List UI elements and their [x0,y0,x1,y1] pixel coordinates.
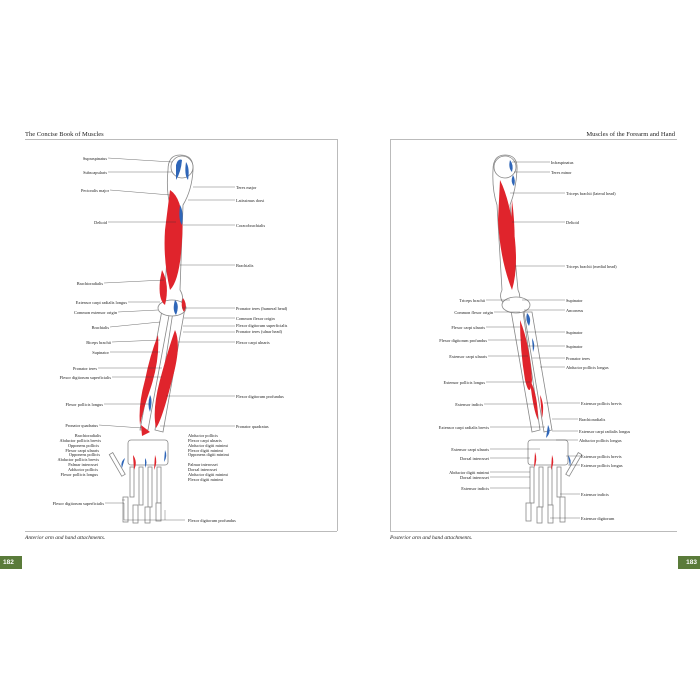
anterior-arm-figure [109,155,193,523]
label-brachialis: Brachialis [91,325,109,330]
posterior-labels-left [439,298,494,491]
label-pronator-teres-ulnar: Pronator teres (ulnar head) [236,329,282,334]
label-extensor-indicis-p: Extensor indicis [455,402,483,407]
label-subscapularis: Subscapularis [83,170,107,175]
anterior-labels-left [53,156,128,506]
label-extensor-carpi-ulnaris-p2: Extensor carpi ulnaris [451,447,489,452]
label-anconeus: Anconeus [566,308,584,313]
label-pectoralis-major: Pectoralis major [80,188,109,193]
left-page-header: The Concise Book of Muscles [25,131,104,138]
label-opponens-digiti-minimi: Opponens digiti minimi [188,452,230,457]
label-latissimus-dorsi: Latissimus dorsi [236,198,265,203]
label-abductor-pollicis: Abductor pollicis [188,433,218,438]
elbow-joint-posterior [502,297,530,313]
label-brachioradialis-p: Brachioradialis [579,417,606,422]
right-page-header: Muscles of the Forearm and Hand [586,131,675,138]
label-abductor-pollicis-longus-p: Abductor pollicis longus [566,365,609,370]
label-flexor-digitorum-profundus: Flexor digitorum profundus [236,394,284,399]
label-infraspinatus: Infraspinatus [551,160,574,165]
label-abductor-pollicis-longus-p2: Abductor pollicis longus [579,438,622,443]
label-adductor-pollicis: Adductor pollicis [68,467,98,472]
label-abductor-digiti-minimi-r: Abductor digiti minimi [188,472,228,477]
label-flexor-carpi-ulnaris-r: Flexor carpi ulnaris [236,340,270,345]
label-flexor-digitorum-profundus-p: Flexor digitorum profundus [439,338,487,343]
label-flexor-pollicis-longus-2: Flexor pollicis longus [60,472,98,477]
label-extensor-pollicis-longus-p2: Extensor pollicis longus [581,463,623,468]
label-supraspinatus: Supraspinatus [82,156,107,161]
label-flexor-pollicis-longus: Flexor pollicis longus [65,402,103,407]
anterior-hand-bones [109,440,168,523]
label-teres-major: Teres major [236,185,257,190]
label-flexor-carpi-ulnaris-p: Flexor carpi ulnaris [451,325,485,330]
label-palmar-interossei-r: Palmar interossei [188,462,218,467]
label-extensor-indicis-p3: Extensor indicis [581,492,609,497]
label-opponens-pollicis-2: Opponens pollicis [68,452,100,457]
left-figure-caption: Anterior arm and hand attachments. [25,535,106,541]
label-supinator-p2: Supinator [566,330,583,335]
posterior-labels-right [551,160,631,521]
label-flexor-carpi-ulnaris: Flexor carpi ulnaris [65,448,99,453]
label-deltoid: Deltoid [94,220,107,225]
label-brachioradialis-2: Brachioradialis [74,433,101,438]
right-page-number: 183 [686,559,697,566]
label-opponens-pollicis: Opponens pollicis [67,443,99,448]
label-brachioradialis: Brachioradialis [76,281,103,286]
label-supinator: Supinator [92,350,109,355]
label-flexor-digitorum-superficialis: Flexor digitorum superficialis [59,375,111,380]
humeral-head [171,156,193,178]
humeral-head-posterior [494,156,516,178]
label-flexor-carpi-ulnaris-r2: Flexor carpi ulnaris [188,438,222,443]
label-pronator-quadratus-r: Pronator quadratus [236,424,269,429]
label-triceps-brachii: Triceps brachii [459,298,485,303]
label-pronator-teres: Pronator teres [73,366,97,371]
label-flexor-digitorum-superficialis-r: Flexor digitorum superficialis [236,323,288,328]
label-extensor-pollicis-longus-p: Extensor pollicis longus [443,380,485,385]
label-flexor-digitorum-superficialis-2: Flexor digitorum superficialis [52,501,104,506]
label-dorsal-interossei-p2: Dorsal interossei [460,475,489,480]
label-common-extensor-origin: Common extensor origin [74,310,117,315]
label-pronator-teres-humeral: Pronator teres (humeral head) [236,306,288,311]
label-abductor-digiti-minimi-p: Abductor digiti minimi [449,470,489,475]
label-brachialis-r: Brachialis [236,263,254,268]
label-deltoid-p: Deltoid [566,220,579,225]
label-supinator-p: Supinator [566,298,583,303]
label-extensor-carpi-radialis-longus-p: Extensor carpi radialis longus [579,429,631,434]
label-supinator-p3: Supinator [566,344,583,349]
label-abductor-pollicis-brevis: Abductor pollicis brevis [59,438,101,443]
label-extensor-carpi-radialis-brevis-p: Extensor carpi radialis brevis [438,425,489,430]
label-extensor-digitorum-p: Extensor digitorum [581,516,615,521]
label-palmar-interossei: Palmar interossei [68,462,98,467]
label-flexor-digitorum-profundus-r: Flexor digitorum profundus [188,518,236,523]
label-abductor-pollicis-brevis-2: Abductor pollicis brevis [57,457,99,462]
label-triceps-lateral: Triceps brachii (lateral head) [566,191,616,196]
label-flexor-digiti-minimi: Flexor digiti minimi [188,448,223,453]
label-extensor-pollicis-brevis-p2: Extensor pollicis brevis [581,454,622,459]
label-triceps-medial: Triceps brachii (medial head) [566,264,617,269]
label-extensor-carpi-radialis-longus: Extensor carpi radialis longus [75,300,127,305]
right-figure-caption: Posterior arm and hand attachments. [390,535,473,541]
left-page-number: 182 [3,559,14,566]
posterior-arm-figure [493,155,582,523]
label-dorsal-interossei-p: Dorsal interossei [460,456,489,461]
label-pronator-teres-p: Pronator teres [566,356,590,361]
label-dorsal-interossei-r: Dorsal interossei [188,467,217,472]
label-biceps-brachii: Biceps brachii [86,340,111,345]
label-flexor-digiti-minimi-r: Flexor digiti minimi [188,477,223,482]
label-extensor-pollicis-brevis-p: Extensor pollicis brevis [581,401,622,406]
elbow-joint [158,300,186,316]
label-pronator-quadratus: Pronator quadratus [65,423,98,428]
label-coracobrachialis: Coracobrachialis [236,223,266,228]
label-teres-minor: Teres minor [551,170,572,175]
label-extensor-carpi-ulnaris-p: Extensor carpi ulnaris [449,354,487,359]
posterior-hand-bones [526,440,582,523]
label-common-flexor-origin: Common flexor origin [236,316,275,321]
label-common-flexor-origin-p: Common flexor origin [454,310,493,315]
label-abductor-digiti-minimi: Abductor digiti minimi [188,443,228,448]
label-extensor-indicis-p2: Extensor indicis [461,486,489,491]
anterior-labels-right [188,185,288,523]
